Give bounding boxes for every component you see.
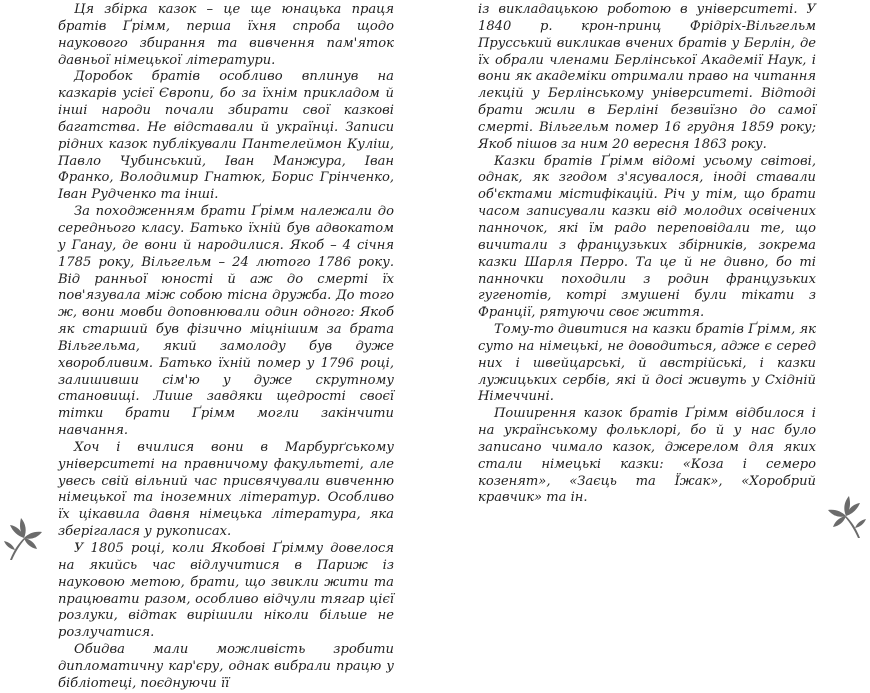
paragraph: За походженням брати Ґрімм належали до середнього класу. Батько їхній був адвокатом у Ганау, де вони й народилися. Якоб – 4 січня 1785 року, Вільгельм – 24 лютого 1786 року. Від ранньої юності й аж до смерті їх пов'язувала між собою тісна дружба. До того ж, вони мовби доповнювали один одного: Якоб як старший був фізично міцнішим за брата Вільгельма, який замолоду був дуже хворобливим. Батько їхній помер у 1796 році, залишивши сім'ю у дуже скрутному становищі. Лише завдяки щедрості своєї тітки брати Ґрімм могли закінчити навчання. [58, 204, 394, 439]
paragraph: У 1805 році, коли Якобові Ґрімму довелося на якийсь час відлучитися в Париж із науковою метою, брати, що звикли жити та працювати разом, особливо відчули тягар цієї розлуки, відтак вирішили ніколи більше не розлучатися. [58, 541, 394, 641]
flower-sprig-icon [2, 514, 46, 560]
paragraph: Хоч і вчилися вони в Марбурґському університеті на правничому факультеті, але увесь свій вільний час присвячували вивченню німецької та іноземних літератур. Особливо їх цікавила давня німецька література, яка зберігалася у рукописах. [58, 439, 394, 540]
right-text-column [478, 2, 816, 507]
paragraph: Казки братів Ґрімм відомі усьому світові, однак, як згодом з'ясувалося, іноді ставали об'єктами містифікацій. Річ у тім, що брати часом записували казки від молодих освічених панночок, які їм радо переповідали те, що вичитали з французьких збірників, зокрема казки Шарля Перро. Та це й не дивно, бо ті панночки походили з родин французьких гугенотів, котрі змушені були тікати з Франції, рятуючи своє життя. [478, 153, 816, 321]
paragraph: Обидва мали можливість зробити дипломатичну кар'єру, однак вибрали працю у бібліотеці, поєднуючи її [58, 642, 394, 691]
paragraph: Поширення казок братів Ґрімм відбилося і на українському фольклорі, бо й у нас було записано чимало казок, джерелом для яких стали німецькі казки: «Коза і семеро козенят», «Заєць та Їжак», «Хоробрий кравчик» та ін. [478, 406, 816, 506]
paragraph-continued: із викладацькою роботою в університеті. У 1840 р. крон-принц Фрідріх-Вільгельм Прусський викликав вчених братів у Берлін, де їх обрали членами Берлінської Академії Наук, і вони як академіки отримали право на читання лекцій у Берлінському університеті. Відтоді брати жили в Берліні безвиїзно до самої смерті. Вільгельм помер 16 грудня 1859 року; Якоб пішов за ним 20 вересня 1863 року. [478, 2, 816, 152]
flower-sprig-icon [824, 492, 868, 538]
paragraph: Доробок братів особливо вплинув на казкарів усієї Європи, бо за їхнім прикладом й інші народи почали збирати свої казкові багатства. Не відставали й українці. Записи рідних казок публікували Пантелеймон Куліш, Павло Чубинський, Іван Манжура, Іван Франко, Володимир Гнатюк, Борис Грінченко, Іван Рудченко та інші. [58, 69, 394, 203]
paragraph: Ця збірка казок – це ще юнацька праця братів Ґрімм, перша їхня спроба щодо наукового збирання та вивчення пам'яток давньої німецької літератури. [58, 2, 394, 68]
paragraph: Тому-то дивитися на казки братів Ґрімм, як суто на німецькі, не доводиться, адже є серед них і швейцарські, й австрійські, і казки лужицьких сербів, які й досі живуть у Східній Німеччині. [478, 322, 816, 405]
left-text-column [58, 2, 394, 693]
